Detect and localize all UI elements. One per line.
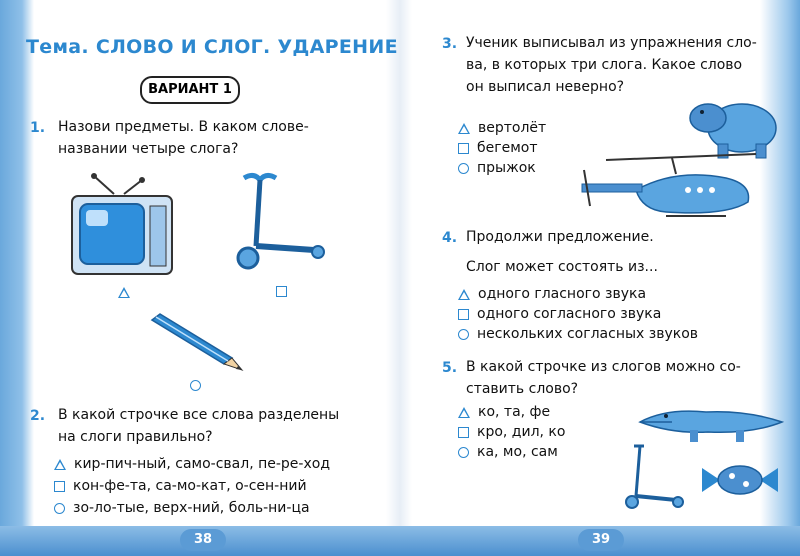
question-4-number: 4.: [442, 230, 458, 246]
option-text: кон-фе-та, са-мо-кат, о-сен-ний: [73, 478, 307, 494]
q4-option-2[interactable]: [458, 306, 661, 322]
q4-option-3[interactable]: [458, 326, 698, 342]
option-text: вертолёт: [478, 120, 547, 136]
question-1-square-marker[interactable]: [276, 286, 287, 297]
triangle-marker: [458, 407, 470, 418]
option-text: ко, та, фе: [478, 404, 551, 420]
option-text: прыжок: [477, 160, 536, 176]
question-3-number: 3.: [442, 36, 458, 52]
scooter-icon: [622, 440, 686, 510]
square-marker: [458, 143, 469, 154]
circle-marker: [458, 447, 469, 458]
q3-option-2[interactable]: [458, 140, 538, 156]
q2-option-2[interactable]: [54, 478, 307, 494]
circle-marker: [458, 329, 469, 340]
circle-marker: [458, 163, 469, 174]
option-text: нескольких согласных звуков: [477, 326, 699, 342]
option-text: бегемот: [477, 140, 538, 156]
question-4-text: Продолжи предложение.: [466, 229, 654, 245]
q2-option-1[interactable]: [54, 456, 330, 472]
page-number: 38: [180, 529, 226, 551]
q5-option-1[interactable]: [458, 404, 550, 420]
q3-option-1[interactable]: [458, 120, 546, 136]
question-2-text: В какой строчке все слова разделены на слоги правильно?: [58, 407, 340, 445]
option-text: кро, дил, ко: [477, 424, 566, 440]
question-4-subtext: Слог может состоять из...: [466, 259, 658, 275]
page-title: Тема. СЛОВО И СЛОГ. УДАРЕНИЕ: [26, 36, 398, 58]
page-number: 39: [578, 529, 624, 551]
question-1-text: Назови предметы. В каком слове- названии четыре слога?: [58, 119, 309, 157]
question-1-circle-marker[interactable]: [190, 380, 201, 391]
option-text: одного гласного звука: [478, 286, 647, 302]
question-5-text: В какой строчке из слогов можно со- ставить слово?: [466, 359, 741, 397]
square-marker: [458, 309, 469, 320]
question-3-text: Ученик выписывал из упражнения сло- ва, в которых три слога. Какое слово он выписал неверно?: [466, 35, 757, 95]
variant-badge: ВАРИАНТ 1: [140, 76, 240, 104]
option-text: одного согласного звука: [477, 306, 662, 322]
q5-option-2[interactable]: [458, 424, 565, 440]
scooter-icon: [230, 168, 330, 278]
triangle-marker: [458, 123, 470, 134]
q2-option-3[interactable]: [54, 500, 310, 516]
q4-option-1[interactable]: [458, 286, 646, 302]
option-text: ка, мо, сам: [477, 444, 558, 460]
right-page: [400, 0, 800, 556]
pencil-icon: [146, 312, 246, 372]
option-text: кир-пич-ный, само-свал, пе-ре-ход: [74, 456, 331, 472]
option-text: зо-ло-тые, верх-ний, боль-ни-ца: [73, 500, 310, 516]
question-5-number: 5.: [442, 360, 458, 376]
circle-marker: [54, 503, 65, 514]
triangle-marker: [458, 289, 470, 300]
helicopter-icon: [576, 150, 766, 230]
tv-icon: [66, 172, 186, 282]
triangle-marker: [54, 459, 66, 470]
q3-option-3[interactable]: [458, 160, 536, 176]
q5-option-3[interactable]: [458, 444, 558, 460]
square-marker: [54, 481, 65, 492]
question-2-number: 2.: [30, 408, 46, 424]
question-1-number: 1.: [30, 120, 46, 136]
question-1-triangle-marker[interactable]: [118, 287, 130, 298]
candy-icon: [700, 460, 780, 500]
square-marker: [458, 427, 469, 438]
